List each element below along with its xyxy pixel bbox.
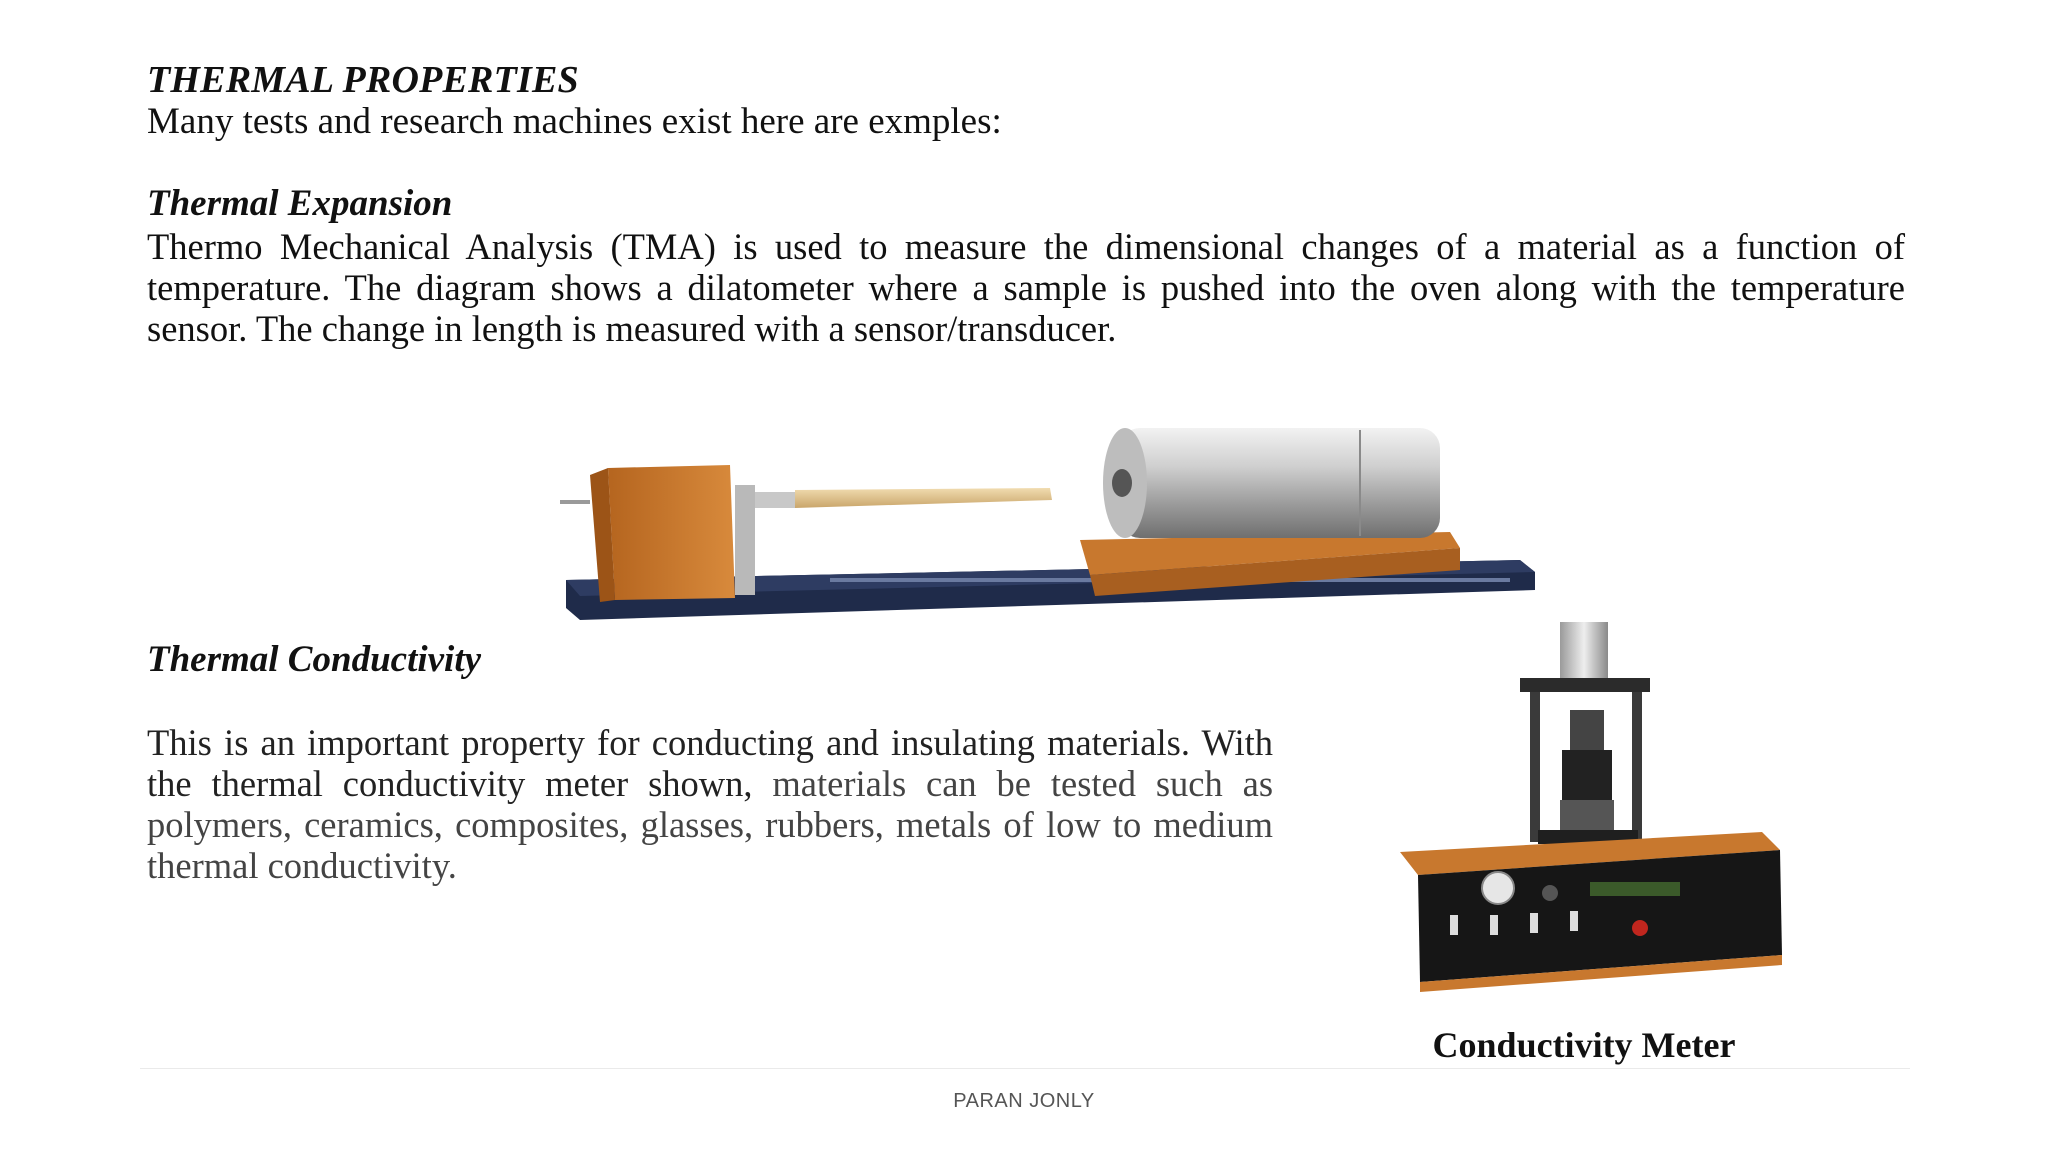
thermal-conductivity-text-dark: This is an important property for conducting and insulating materials. With the thermal conductivity meter shown, [147, 722, 1273, 804]
thermal-expansion-heading: Thermal Expansion [147, 183, 453, 224]
thermal-conductivity-paragraph [147, 722, 1273, 886]
footer-divider [140, 1068, 1910, 1069]
thermal-conductivity-heading: Thermal Conductivity [147, 639, 482, 680]
conductivity-meter-illustration [1390, 610, 1790, 1010]
footer-author: PARAN JONLY [953, 1090, 1095, 1112]
conductivity-meter-caption: Conductivity Meter [1432, 1025, 1736, 1065]
thermal-conductivity-text-light: materials can be tested such as polymers, ceramics, composites, glasses, rubbers, metals of low to medium thermal conductivity. [147, 763, 1274, 886]
page-title: THERMAL PROPERTIES [147, 59, 579, 101]
dilatometer-illustration [560, 420, 1570, 635]
intro-text: Many tests and research machines exist here are exmples: [147, 101, 1002, 142]
thermal-expansion-paragraph: Thermo Mechanical Analysis (TMA) is used to measure the dimensional changes of a material as a function of temperature. The diagram shows a dilatometer where a sample is pushed into the oven along with the temperature sensor. The change in length is measured with a sensor/transducer. [147, 226, 1905, 349]
